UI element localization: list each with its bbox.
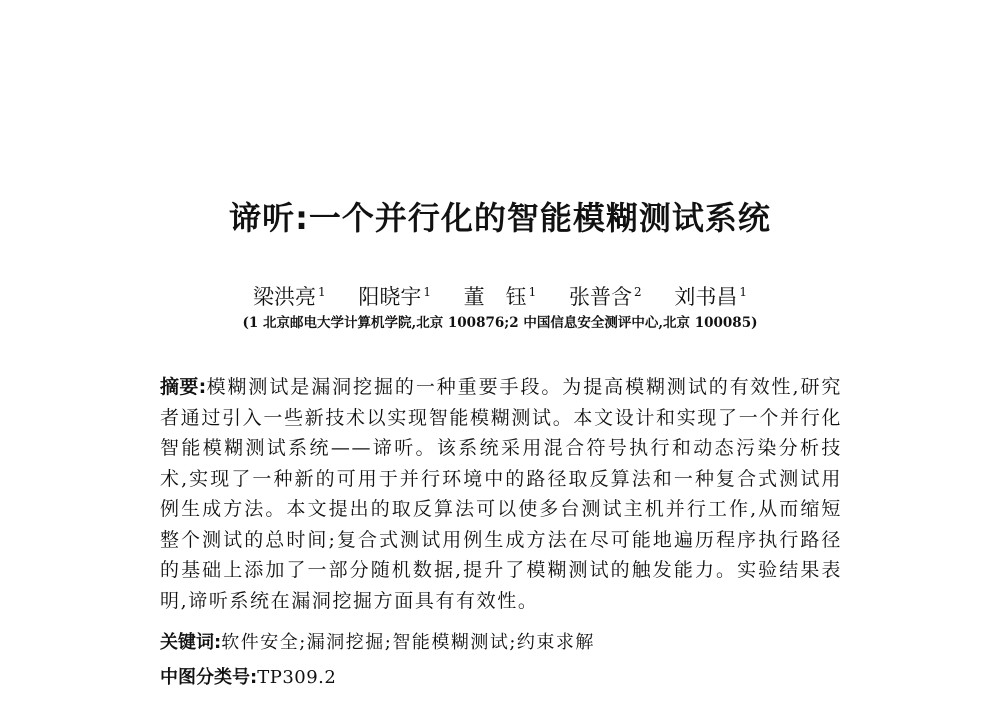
author-name: 刘书昌 (674, 285, 738, 309)
keywords-text: 软件安全;漏洞挖掘;智能模糊测试;约束求解 (221, 632, 595, 653)
author-affiliation-mark: 1 (318, 285, 326, 299)
author-name: 梁洪亮 (253, 285, 317, 309)
author-affiliation-mark: 1 (739, 285, 747, 299)
classification-label: 中图分类号: (160, 667, 258, 688)
author-affiliation-mark: 1 (528, 285, 537, 299)
author (674, 278, 747, 311)
author-list (0, 278, 1000, 311)
paper-title: 谛听:一个并行化的智能模糊测试系统 (229, 199, 771, 237)
affiliation-line: (1 北京邮电大学计算机学院,北京 100876;2 中国信息安全测评中心,北京 100085) (242, 315, 758, 331)
keywords-label: 关键词: (160, 632, 222, 653)
classification-number (160, 664, 336, 692)
author-affiliation-mark: 2 (634, 285, 642, 299)
abstract-text: 模糊测试是漏洞挖掘的一种重要手段。为提高模糊测试的有效性,研究者通过引入一些新技术以实现智能模糊测试。本文设计和实现了一个并行化智能模糊测试系统——谛听。该系统采用混合符号执行和动态污染分析技术,实现了一种新的可用于并行环境中的路径取反算法和一种复合式测试用例生成方法。本文提出的取反算法可以使多台测试主机并行工作,从而缩短整个测试的总时间;复合式测试用例生成方法在尽可能地遍历程序执行路径的基础上添加了一部分随机数据,提升了模糊测试的触发能力。实验结果表明,谛听系统在漏洞挖掘方面具有有效性。 (160, 376, 842, 612)
abstract (160, 372, 842, 616)
author-name: 阳晓宇 (358, 285, 422, 309)
author (464, 278, 537, 311)
keywords (160, 629, 595, 657)
classification-value: TP309.2 (257, 667, 337, 688)
author-affiliation-mark: 1 (423, 285, 431, 299)
author (569, 278, 642, 311)
author (253, 278, 326, 311)
author-name: 董 钰 (463, 285, 527, 309)
author (358, 278, 431, 311)
abstract-label: 摘要: (160, 376, 207, 398)
author-name: 张普含 (569, 285, 632, 309)
